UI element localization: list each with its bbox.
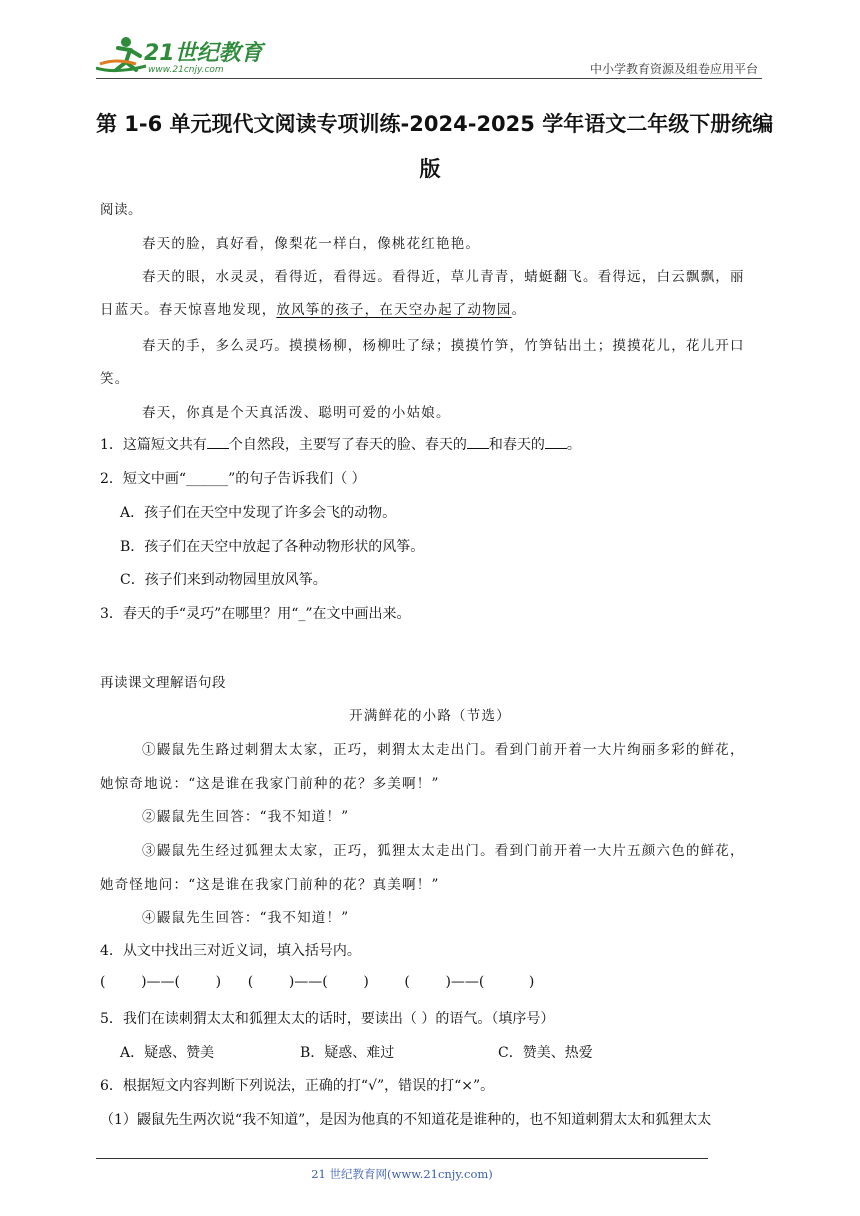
passage-paragraph-1a: ①鼹鼠先生路过刺猬太太家，正巧，刺猬太太走出门。看到门前开着一大片绚丽多彩的鲜花， — [142, 742, 745, 758]
passage-paragraph-2: ②鼹鼠先生回答：“我不知道！” — [142, 809, 350, 825]
section2-heading: 再读课文理解语句段 — [100, 675, 226, 691]
q1-part-c: 和春天的 — [488, 437, 545, 453]
poem-paragraph-3b: 笑。 — [100, 371, 130, 387]
q5-option-b: B．疑惑、难过 — [300, 1045, 395, 1061]
site-logo — [96, 34, 266, 80]
poem-paragraph-2b — [100, 298, 526, 318]
logo-text: 21世纪教育 — [144, 41, 263, 66]
paragraph-2b-pre: 日蓝天。春天惊喜地发现， — [100, 302, 277, 318]
q1-part-b: 个自然段，主要写了春天的脸、春天的 — [228, 437, 467, 453]
question-5: 5．我们在读刺猬太太和狐狸太太的话时，要读出（ ）的语气。（填序号） — [100, 1011, 555, 1027]
logo-url: www.21cnjy.com — [148, 65, 224, 75]
q1-part-d: 。 — [566, 437, 581, 453]
question-4: 4．从文中找出三对近义词，填入括号内。 — [100, 943, 361, 959]
question-6: 6．根据短文内容判断下列说法，正确的打“√”，错误的打“×”。 — [100, 1078, 495, 1094]
passage-paragraph-4: ④鼹鼠先生回答：“我不知道！” — [142, 910, 350, 926]
question-2: 2．短文中画“______”的句子告诉我们（ ） — [100, 471, 366, 487]
q2-option-a: A．孩子们在天空中发现了许多会飞的动物。 — [120, 505, 397, 521]
header-divider — [96, 78, 762, 79]
paragraph-2b-post: 。 — [511, 302, 527, 318]
poem-paragraph-3a: 春天的手，多么灵巧。摸摸杨柳，杨柳吐了绿；摸摸竹笋，竹笋钻出土；摸摸花儿，花儿开口 — [142, 338, 745, 354]
question-3: 3．春天的手“灵巧”在哪里？用“_”在文中画出来。 — [100, 606, 411, 622]
q1-part-a: 1．这篇短文共有 — [100, 437, 207, 453]
poem-paragraph-4: 春天，你真是个天真活泼、聪明可爱的小姑娘。 — [142, 405, 451, 421]
page-title-line1: 第 1-6 单元现代文阅读专项训练-2024-2025 学年语文二年级下册统编 — [96, 112, 774, 136]
passage-subtitle: 开满鲜花的小路（节选） — [349, 708, 511, 724]
page-title-line2: 版 — [419, 157, 441, 181]
q4-answer-brackets[interactable]: ( )——( ) ( )——( ) ( )——( ) — [100, 974, 535, 990]
q2-option-c: C．孩子们来到动物园里放风筝。 — [120, 572, 327, 588]
passage-paragraph-1b: 她惊奇地说：“这是谁在我家门前种的花？多美啊！” — [100, 776, 440, 792]
platform-name: 中小学教育资源及组卷应用平台 — [589, 62, 758, 76]
poem-paragraph-1: 春天的脸，真好看，像梨花一样白，像桃花红艳艳。 — [142, 236, 481, 252]
footer-text[interactable]: 21 世纪教育网(www.21cnjy.com) — [311, 1167, 493, 1181]
q1-blank-2[interactable] — [467, 436, 489, 449]
poem-paragraph-2a: 春天的眼，水灵灵，看得近，看得远。看得近，草儿青青，蜻蜓翻飞。看得远，白云飘飘，丽 — [142, 269, 745, 285]
q5-option-c: C．赞美、热爱 — [498, 1045, 593, 1061]
section1-heading: 阅读。 — [100, 202, 142, 218]
passage-paragraph-3b: 她奇怪地问：“这是谁在我家门前种的花？真美啊！” — [100, 877, 440, 893]
q1-blank-1[interactable] — [207, 436, 229, 449]
footer-divider — [96, 1158, 708, 1159]
q5-option-a: A．疑惑、赞美 — [120, 1045, 215, 1061]
question-1 — [100, 434, 581, 454]
q2-option-b: B．孩子们在天空中放起了各种动物形状的风筝。 — [120, 539, 425, 555]
q1-blank-3[interactable] — [545, 436, 567, 449]
passage-paragraph-3a: ③鼹鼠先生经过狐狸太太家，正巧，狐狸太太走出门。看到门前开着一大片五颜六色的鲜花， — [142, 843, 745, 859]
underlined-sentence: 放风筝的孩子，在天空办起了动物园 — [276, 302, 512, 318]
q6-item-1: （1）鼹鼠先生两次说“我不知道”，是因为他真的不知道花是谁种的，也不知道刺猬太太和狐狸太太 — [100, 1112, 712, 1128]
